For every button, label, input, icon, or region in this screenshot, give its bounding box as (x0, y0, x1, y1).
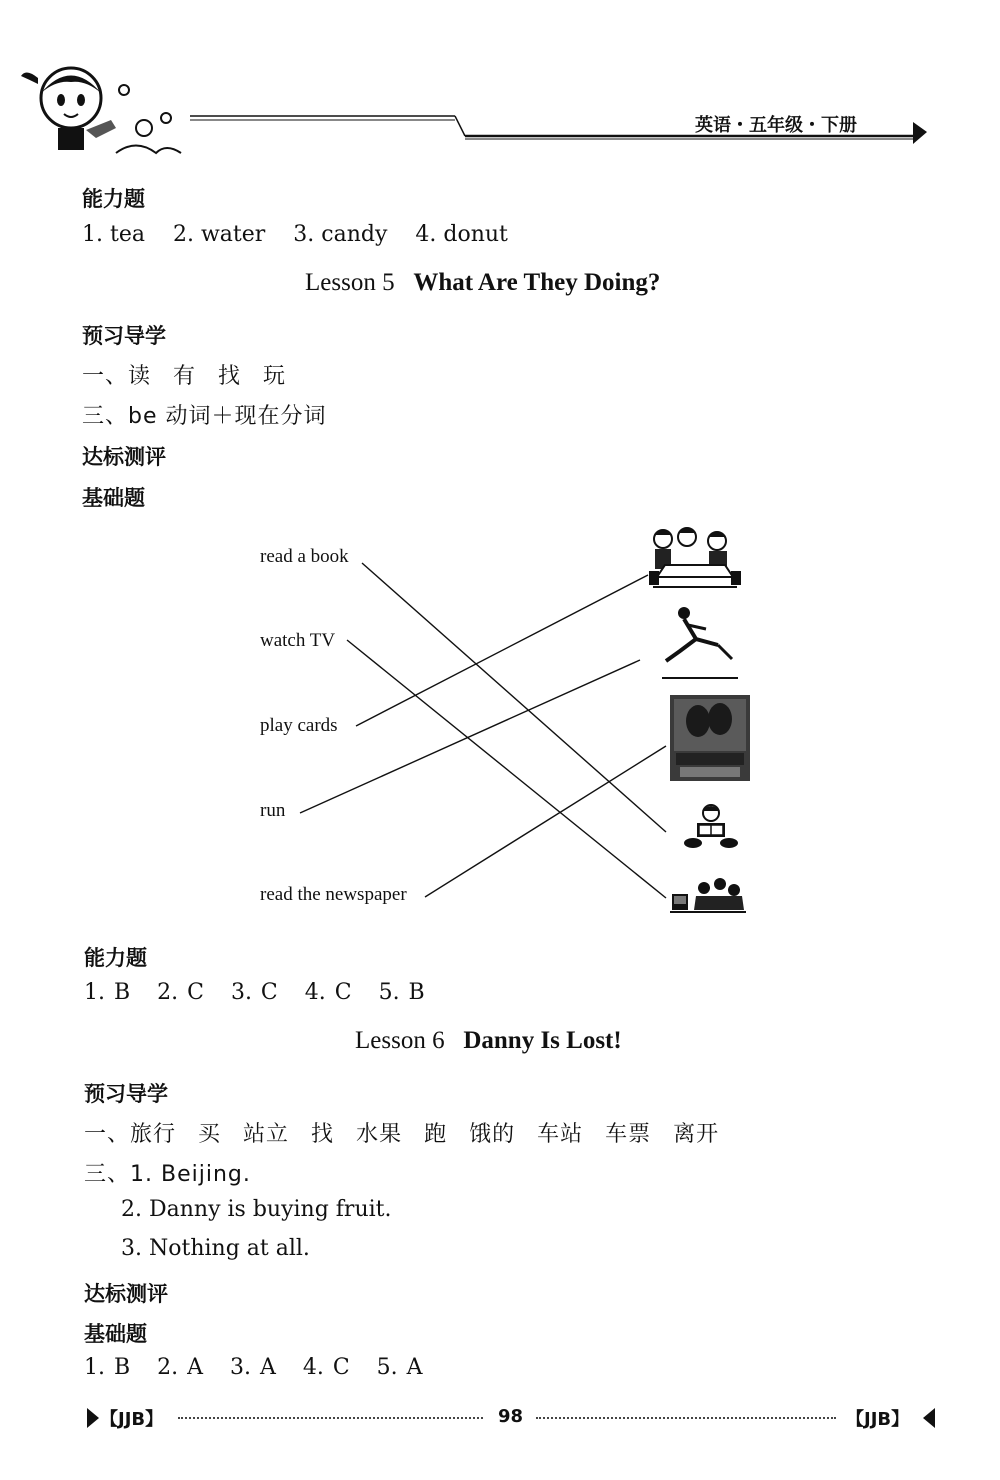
answer-item: 2. A (157, 1355, 204, 1380)
answer-item: 1. B (84, 1355, 131, 1380)
answer-item: 3. C (230, 980, 278, 1005)
child-reading-book-icon (683, 803, 739, 851)
preview-heading: 预习导学 (82, 324, 166, 348)
test-heading: 达标测评 (82, 445, 166, 469)
preview-answer-3: 3. Nothing at all. (121, 1236, 310, 1261)
preview-word: 找 (218, 364, 242, 389)
lesson5-ability-answers (84, 980, 425, 1005)
answer-item: 3. candy (293, 222, 388, 247)
answer-item: 4. donut (415, 222, 508, 247)
page-number: 98 (498, 1406, 524, 1427)
answer-item: 2. water (172, 222, 266, 247)
television-icon (670, 695, 750, 781)
footer-right-tag: 【JJB】 (846, 1409, 910, 1430)
footer-dotted-rule-left (178, 1417, 483, 1419)
preview-word: 站立 (243, 1122, 290, 1147)
preview-answer-2: 2. Danny is buying fruit. (121, 1197, 392, 1222)
match-line (362, 563, 666, 832)
header-title: 英语・五年级・下册 (695, 115, 857, 136)
preview-word: 找 (311, 1122, 335, 1147)
lesson-number: Lesson 6 (355, 1027, 445, 1054)
lesson6-title (355, 1027, 622, 1055)
preview-word: 一、读 (82, 364, 152, 389)
match-line (300, 660, 640, 813)
preview-word: 玩 (263, 364, 287, 389)
lesson-number: Lesson 5 (305, 269, 395, 296)
answer-item: 4. C (304, 980, 352, 1005)
match-line (425, 746, 666, 897)
preview-word: 车站 (537, 1122, 584, 1147)
preview-word: 水果 (356, 1122, 403, 1147)
people-watching-tv-icon (670, 874, 746, 914)
preview-word: 离开 (673, 1122, 720, 1147)
answer-item: 5. B (378, 980, 425, 1005)
lesson-name: What Are They Doing? (413, 269, 661, 296)
preview-heading: 预习导学 (84, 1082, 168, 1106)
phrase-run: run (260, 800, 286, 821)
basic-heading: 基础题 (84, 1322, 147, 1346)
preview-word: 买 (198, 1122, 222, 1147)
preview-word: 有 (173, 364, 197, 389)
preview-answer-1: 三、1. Beijing. (84, 1162, 251, 1187)
answer-item: 1. tea (82, 222, 145, 247)
preview-word: 车票 (605, 1122, 652, 1147)
match-line (347, 640, 666, 898)
lesson-name: Danny Is Lost! (463, 1027, 622, 1054)
phrase-read-the-newspaper: read the newspaper (260, 884, 407, 905)
preview-words-line (84, 1117, 741, 1148)
footer-dotted-rule-right (536, 1417, 836, 1419)
phrase-read-a-book: read a book (260, 546, 349, 567)
answer-item: 3. A (230, 1355, 276, 1380)
lesson6-basic-answers (84, 1355, 423, 1380)
footer-left-tag: 【JJB】 (100, 1409, 164, 1430)
preview-line-2: 三、be 动词＋现在分词 (82, 404, 327, 429)
preview-word: 饿的 (469, 1122, 516, 1147)
phrase-watch-tv: watch TV (260, 630, 336, 651)
basic-heading: 基础题 (82, 486, 145, 510)
answer-item: 1. B (84, 980, 131, 1005)
preview-word: 一、旅行 (84, 1122, 177, 1147)
person-running-icon (660, 605, 740, 680)
answer-item: 5. A (376, 1355, 423, 1380)
ability-heading: 能力题 (84, 946, 147, 970)
preview-word: 跑 (424, 1122, 448, 1147)
match-line (356, 575, 648, 726)
right-arrow-marker-icon (922, 1407, 936, 1429)
people-playing-cards-icon (645, 525, 745, 590)
test-heading: 达标测评 (84, 1282, 168, 1306)
left-arrow-marker-icon (86, 1407, 100, 1429)
phrase-play-cards: play cards (260, 715, 338, 736)
answer-item: 4. C (302, 1355, 350, 1380)
answer-item: 2. C (157, 980, 204, 1005)
ability-heading: 能力题 (82, 187, 145, 211)
